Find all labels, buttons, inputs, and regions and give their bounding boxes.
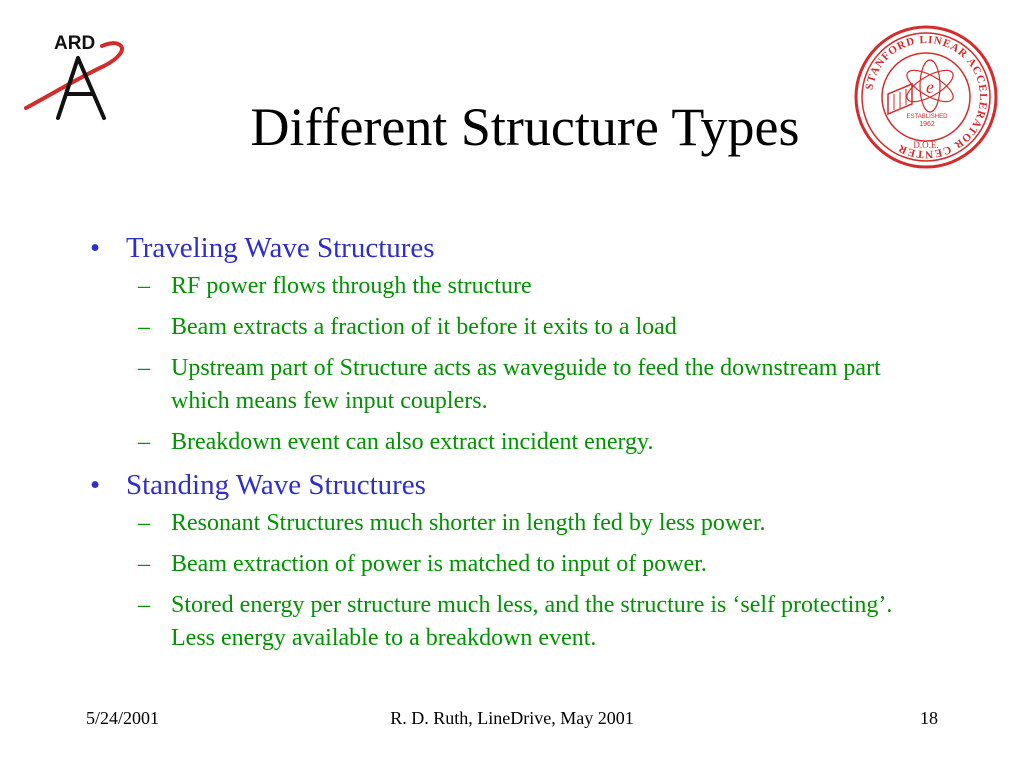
section-traveling-wave [86, 230, 946, 459]
svg-text:e: e [926, 77, 934, 97]
dash-icon: – [138, 273, 150, 299]
seal-year: 1962 [919, 121, 935, 128]
bullet-dot-icon: • [90, 232, 101, 264]
sub-item-text: Resonant Structures much shorter in length fed by less power. [171, 510, 766, 536]
seal-established: ESTABLISHED [906, 114, 948, 120]
ard-logo [22, 24, 134, 122]
seal-ring-text: STANFORD LINEAR ACCELERATOR CENTER [863, 33, 990, 161]
section-standing-wave [86, 467, 946, 655]
dash-icon: – [138, 510, 150, 536]
sub-item [86, 548, 946, 581]
sub-item [86, 507, 946, 540]
dash-icon: – [138, 551, 150, 577]
bullet-dot-icon: • [90, 469, 101, 501]
bullet-heading-text: Traveling Wave Structures [126, 232, 435, 264]
sub-item-text: Breakdown event can also extract incident energy. [171, 429, 654, 455]
dash-icon: – [138, 592, 150, 618]
sub-item-text: Beam extraction of power is matched to input of power. [171, 551, 707, 577]
bullet-heading-text: Standing Wave Structures [126, 469, 426, 501]
dash-icon: – [138, 314, 150, 340]
sub-item [86, 270, 946, 303]
footer-date: 5/24/2001 [86, 708, 160, 728]
dash-icon: – [138, 429, 150, 455]
sub-item-text: Stored energy per structure much less, and the structure is ‘self protecting’. Less energy available to a breakdown event. [171, 592, 893, 651]
sub-item [86, 589, 946, 655]
footer-page-number: 18 [920, 708, 938, 728]
sub-item-text: Upstream part of Structure acts as waveguide to feed the downstream part which means few input couplers. [171, 355, 881, 414]
slide-title: Different Structure Types [250, 97, 800, 157]
bullet-heading [86, 230, 946, 266]
sub-item-text: RF power flows through the structure [171, 273, 532, 299]
bullet-heading [86, 467, 946, 503]
sub-item-text: Beam extracts a fraction of it before it exits to a load [171, 314, 677, 340]
seal-doe: D.O.E. [913, 140, 939, 150]
footer-author: R. D. Ruth, LineDrive, May 2001 [390, 708, 634, 728]
slide-content [86, 230, 946, 663]
sub-item [86, 352, 946, 418]
dash-icon: – [138, 355, 150, 381]
ard-logo-text: ARD [54, 33, 96, 54]
sub-item [86, 426, 946, 459]
sub-item [86, 311, 946, 344]
